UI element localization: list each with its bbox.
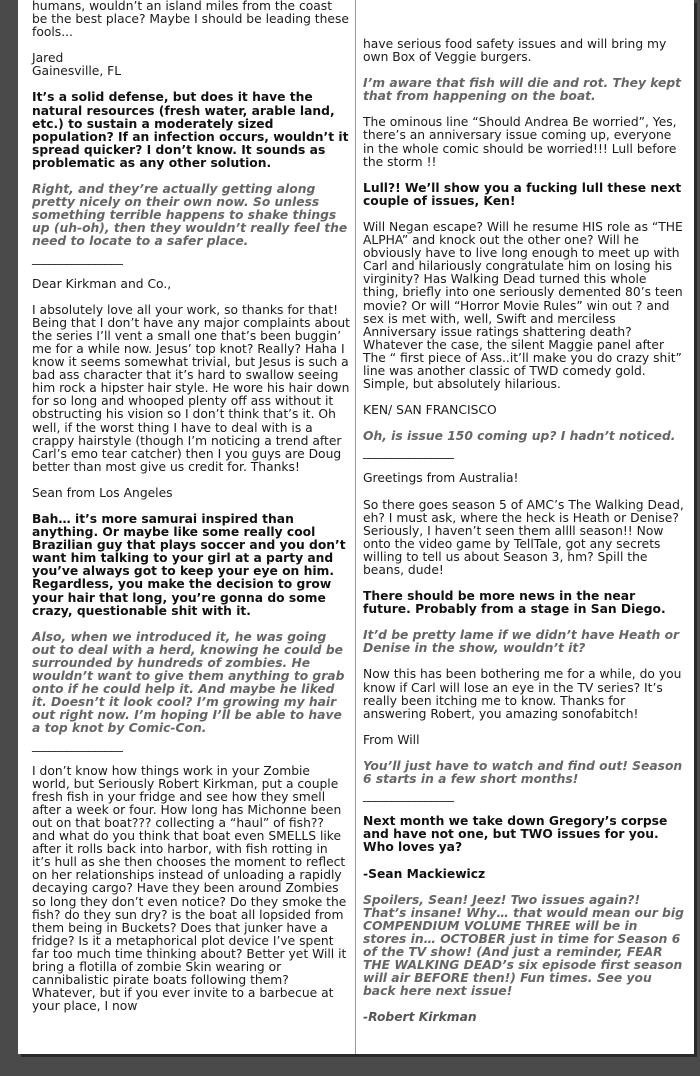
section-rule: ________________ [363, 445, 454, 460]
kirkman-reply: I’m aware that fish will die and rot. They kept that from happening on the boat. [363, 76, 682, 104]
letters-page [18, 0, 694, 1054]
signature: -Robert Kirkman [363, 1010, 477, 1025]
editor-reply: Lull?! We’ll show you a fucking lull these next couple of issues, Ken! [363, 180, 682, 208]
left-column [32, 0, 350, 1026]
editor-reply: It’s a solid defense, but does it have the natural resources (fresh water, arable land, etc.) to sustain a moderately sized population? If an infection occurs, wouldn’t it spread quicker? I don’t know. It sounds as problematic as any other solution. [32, 90, 349, 170]
reader-letter: Now this has been bothering me for a while, do you know if Carl will lose an eye in the TV series? It’s really been itching me to know. Thanks for answering Robert, you amazing sonofabitch! [363, 667, 682, 721]
kirkman-reply: Also, when we introduced it, he was going out to deal with a herd, knowing he could be surrounded by hundreds of zombies. He wouldn’t want to give them anything to grab onto if he could help it. And maybe he liked it. Doesn’t it look cool? I’m growing my hair out right now. I’m hoping I’ll be able to have a top knot by Comic-Con. [32, 629, 345, 736]
reader-letter: Jared Gainesville, FL [32, 51, 122, 79]
reader-letter: Will Negan escape? Will he resume HIS role as “THE ALPHA” and knock out the other one? Will he obviously have to live long enough to meet up with Carl and hilariously congratulate him on losing his virginity? Has Walking Dead turned this whole thing, briefly into one seriously demented 80’s teen movie? Or will “Horror Movie Rules” win out ? and sex is met with, well, Swift and merciless Anniversary issue ratings shattering death? Whatever the case, the silent Maggie panel after The “ first piece of Ass..it’ll make you do crazy shit” line was another classic of TWD comedy gold. Simple, but absolutely hilarious. [363, 219, 683, 392]
editor-reply: Next month we take down Gregory’s corpse and have not one, but TWO issues for you. Who loves ya? [363, 814, 668, 855]
kirkman-reply: Oh, is issue 150 coming up? I hadn’t noticed. [363, 429, 676, 444]
column-divider [355, 0, 356, 1054]
reader-letter: From Will [363, 732, 420, 747]
kirkman-reply: You’ll just have to watch and find out! Season 6 starts in a few short months! [363, 758, 683, 787]
editor-reply: -Sean Mackiewicz [363, 866, 486, 881]
section-rule: ________________ [32, 737, 123, 752]
reader-letter: Greetings from Australia! [363, 471, 519, 486]
right-column [363, 38, 685, 1037]
reader-letter: The ominous line “Should Andrea Be worried”, Yes, there’s an anniversary issue coming up, everyone in the whole comic should be worried!!! Lull before the storm !! [363, 115, 677, 169]
reader-letter: I absolutely love all your work, so thanks for that! Being that I don’t have any major complaints about the series I’ll vent a small one that’s been buggin’ me for a while now. Jesus’ top knot? Really? Haha I know it seems somewhat trivial, but Jesus is such a bad ass character that it’s hard to swallow seeing him rock a hipster hair style. He wore his hair down for so long and whooped plenty off ass without it obstructing his vision so I don’t think that’s it. Oh well, if the worst thing I have to deal with is a crappy hairstyle (though I’m noticing a trend after Carl’s emo tear catcher) then I you guys are Doug better than most give us credit for. Thanks! [32, 302, 350, 474]
section-rule: ________________ [363, 788, 454, 803]
kirkman-reply: Right, and they’re actually getting along pretty nicely on their own now. So unless something terrible happens to shake things up (uh-oh), then they wouldn’t really feel the need to locate to a safer place. [32, 182, 348, 249]
reader-letter: Dear Kirkman and Co., [32, 276, 172, 291]
kirkman-reply: It’d be pretty lame if we didn’t have Heath or Denise in the show, wouldn’t it? [363, 628, 680, 656]
section-rule: ________________ [32, 250, 123, 265]
editor-reply: There should be more news in the near future. Probably from a stage in San Diego. [363, 589, 666, 617]
reader-letter: have serious food safety issues and will bring my own Box of Veggie burgers. [363, 37, 667, 65]
reader-letter: humans, wouldn’t an island miles from the coast be the best place? Maybe I should be leading these fools... [32, 0, 349, 40]
reader-letter: KEN/ SAN FRANCISCO [363, 403, 497, 418]
editor-reply: Bah… it’s more samurai inspired than anything. Or maybe like some really cool Brazilian guy that plays soccer and you don’t want him talking to your girl at a party and you’ve always got to keep your eye on him. Regardless, you make the decision to grow your hair that long, you’re gonna do some crazy, questionable shit with it. [32, 512, 346, 618]
reader-letter: So there goes season 5 of AMC’s The Walking Dead, eh? I must ask, where the heck is Heath or Denise? Seriously, I haven’t seen them allll season!! Now onto the video game by TellTale, got any secrets willing to tell us about Season 3, hm? Spill the beans, dude! [363, 497, 684, 577]
kirkman-reply: Spoilers, Sean! Jeez! Two issues again?! That’s insane! Why… that would mean our big COMPENDIUM VOLUME THREE will be in stores in… OCTOBER just in time for Season 6 of the TV show! (And just a reminder, FEAR THE WALKING DEAD’s six episode first season will air BEFORE then!) Fun times. See you back here next issue! [363, 892, 684, 999]
reader-letter: Sean from Los Angeles [32, 485, 173, 500]
reader-letter: I don’t know how things work in your Zombie world, but Seriously Robert Kirkman, put a couple fresh fish in your fridge and see how they smell after a week or four. How long has Michonne been out on that boat??? collecting a “haul” of fish?? and what do you think that boat even SMELLS like after it rolls back into harbor, with fish rotting in it’s hull as she then chooses the moment to reflect on her relationships instead of unloading a rapidly decaying cargo? Have they been around Zombies so long they don’t even notice? Do they smoke the fish? do they sun dry? is the boat all lopsided from them being in Buckets? Does that junker have a fridge? Is it a metaphorical plot device I’ve spent far too much time thinking about? Better yet Will it bring a flotilla of zombie Skin wearing or cannibalistic pirate boats following them? Whatever, but if you ever invite to a barbecue at your place, I now [32, 763, 347, 1014]
